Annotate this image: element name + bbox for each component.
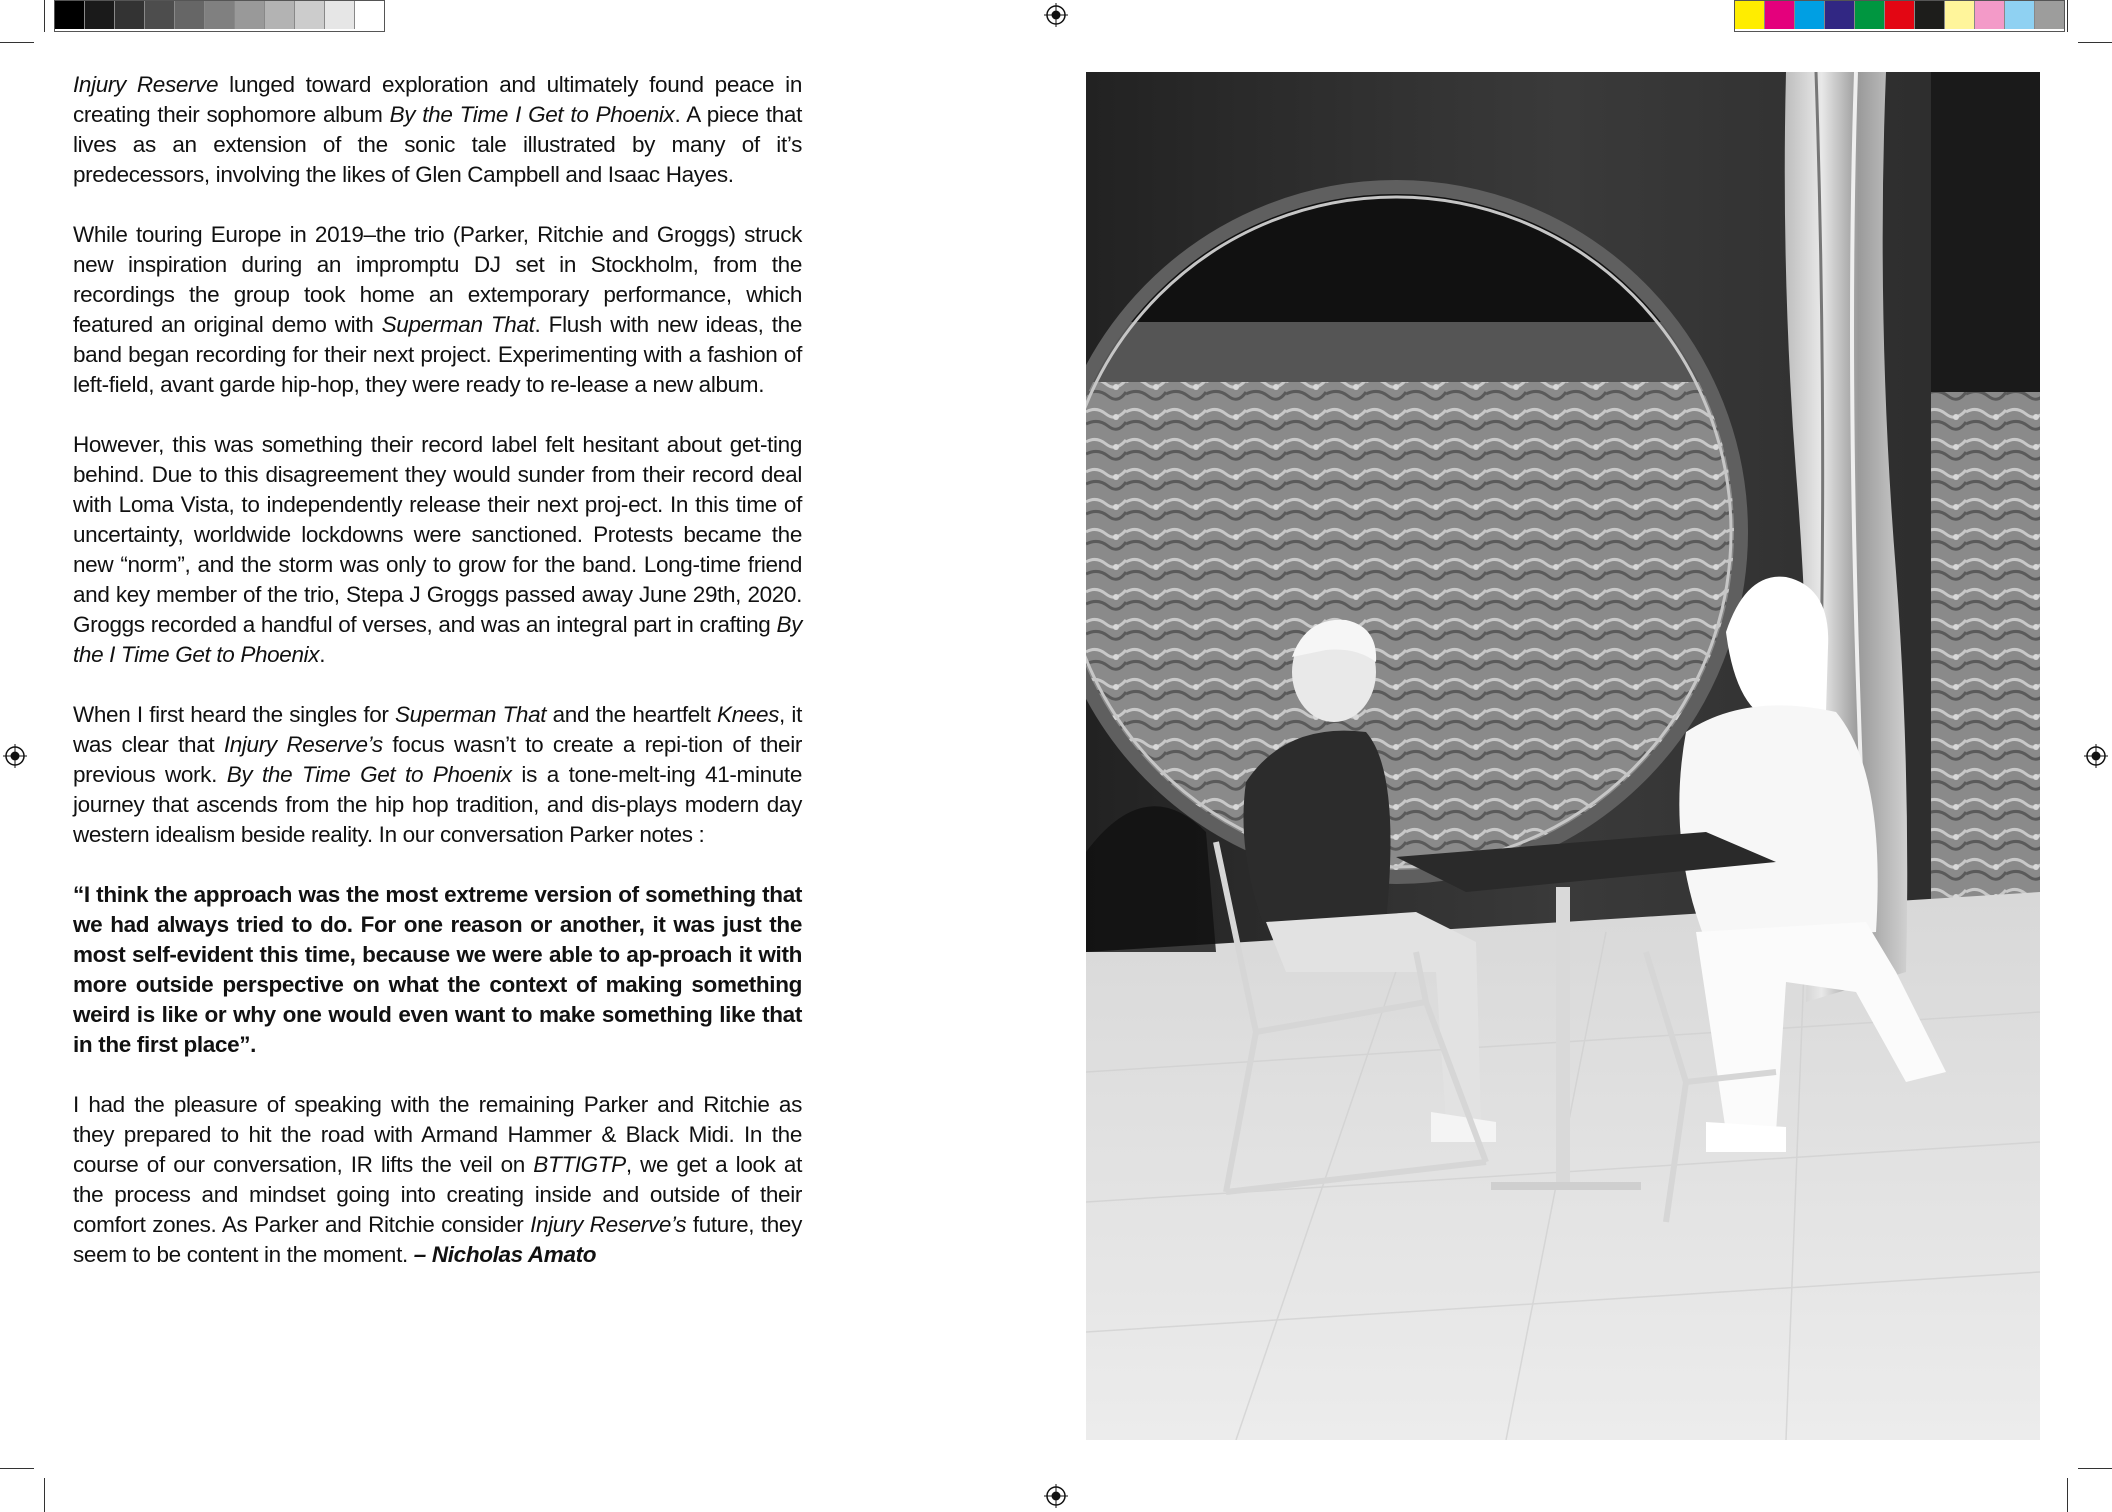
process-color-bar [1734, 0, 2065, 32]
author-signature: – Nicholas Amato [413, 1242, 597, 1267]
gray-swatch [145, 1, 175, 29]
pull-quote: “I think the approach was the most extreme version of something that we had always tried to do. For one reason or another, it was just the most self-evident this time, because we were able to ap-proach it with more outside perspective on what the context of making something weird is like or why one would even want to make something like that in the first place”. [73, 882, 802, 1057]
color-swatch [1825, 1, 1855, 29]
crop-mark-bottom-right-h [2078, 1468, 2112, 1469]
color-swatch [1735, 1, 1765, 29]
paragraph-intro [73, 70, 802, 190]
registration-mark-right-icon [2084, 744, 2108, 768]
article-body [73, 70, 802, 1300]
crop-mark-top-right-v [2067, 0, 2068, 32]
text-run: and the heartfelt [546, 702, 717, 727]
crop-mark-top-left-v [44, 0, 45, 32]
registration-mark-left-icon [3, 744, 27, 768]
paragraph-closing [73, 1090, 802, 1270]
color-swatch [1885, 1, 1915, 29]
gray-swatch [115, 1, 145, 29]
paragraph-touring [73, 220, 802, 400]
gray-swatch [205, 1, 235, 29]
text-run: . A piece that lives as an extension of the sonic tale illustrated by many of it’s predecessors, involving the likes of Glen Campbell and Isaac Hayes. [73, 102, 802, 187]
song-title: Knees [716, 702, 780, 727]
gray-swatch [55, 1, 85, 29]
text-run: However, this was something their record label felt hesitant about get-ting behind. Due to this disagreement they would sunder from their record deal with Loma Vista, to independently release their next proj-ect. In this time of uncertainty, worldwide lockdowns were sanctioned. Protests became the new “norm”, and the storm was only to grow for the band. Long-time friend and key member of the trio, Stepa J Groggs passed away June 29th, 2020. Groggs recorded a handful of verses, and was an integral part in crafting [73, 432, 802, 637]
photo-illustration [1086, 72, 2040, 1440]
color-swatch [1915, 1, 1945, 29]
gray-swatch [295, 1, 325, 29]
gray-swatch [175, 1, 205, 29]
text-run: future, they seem to be content in the moment. [73, 1212, 802, 1267]
gray-swatch [265, 1, 295, 29]
text-run: While touring Europe in 2019–the trio (Parker, Ritchie and Groggs) struck new inspiration during an impromptu DJ set in Stockholm, from the recordings the group took home an extemporary performance, which featured an original demo with [73, 222, 802, 337]
text-run: I had the pleasure of speaking with the remaining Parker and Ritchie as they prepared to hit the road with Armand Hammer & Black Midi. In the course of our conversation, IR lifts the veil on [73, 1092, 802, 1177]
crop-mark-bottom-left-v [44, 1478, 45, 1512]
song-title: Superman That [395, 702, 547, 727]
crop-mark-top-right-h [2078, 42, 2112, 43]
gray-swatch [85, 1, 115, 29]
color-swatch [1765, 1, 1795, 29]
gray-swatch [325, 1, 355, 29]
band-name: Injury Reserve’s [530, 1212, 687, 1237]
color-swatch [1795, 1, 1825, 29]
color-swatch [1975, 1, 2005, 29]
album-title: By the I Time Get to Phoenix [73, 612, 802, 667]
color-swatch [1945, 1, 1975, 29]
crop-mark-top-left-h [0, 42, 34, 43]
text-run: . [319, 642, 326, 667]
crop-mark-bottom-right-v [2067, 1478, 2068, 1512]
album-title: By the Time Get to Phoenix [226, 762, 512, 787]
text-run: , we get a look at the process and mindset going into creating inside and outside of their comfort zones. As Parker and Ritchie consider [73, 1152, 802, 1237]
gray-swatch [355, 1, 384, 29]
color-swatch [1855, 1, 1885, 29]
inverted-band-photo [1086, 72, 2040, 1440]
crop-mark-bottom-left-h [0, 1468, 34, 1469]
album-title: By the Time I Get to Phoenix [389, 102, 675, 127]
song-title: Superman That [381, 312, 535, 337]
text-run: . Flush with new ideas, the band began recording for their next project. Experimenting with a fashion of left-field, avant garde hip-hop, they were ready to re-lease a new album. [73, 312, 802, 397]
text-run: focus wasn’t to create a repi-tion of their previous work. [73, 732, 802, 787]
registration-mark-bottom-icon [1044, 1484, 1068, 1508]
color-swatch [2005, 1, 2035, 29]
band-name: Injury Reserve’s [223, 732, 383, 757]
paragraph-label [73, 430, 802, 670]
color-swatch [2035, 1, 2064, 29]
text-run: , it was clear that [73, 702, 802, 757]
text-run: lunged toward exploration and ultimately found peace in creating their sophomore album [73, 72, 802, 127]
gray-swatch [235, 1, 265, 29]
album-abbreviation: BTTIGTP [533, 1152, 626, 1177]
text-run: is a tone-melt-ing 41-minute journey that ascends from the hip hop tradition, and dis-plays modern day western idealism beside reality. In our conversation Parker notes : [73, 762, 802, 847]
grayscale-color-bar [54, 0, 385, 32]
text-run: When I first heard the singles for [73, 702, 396, 727]
paragraph-singles [73, 700, 802, 850]
band-name: Injury Reserve [73, 72, 219, 97]
registration-mark-top-icon [1044, 3, 1068, 27]
